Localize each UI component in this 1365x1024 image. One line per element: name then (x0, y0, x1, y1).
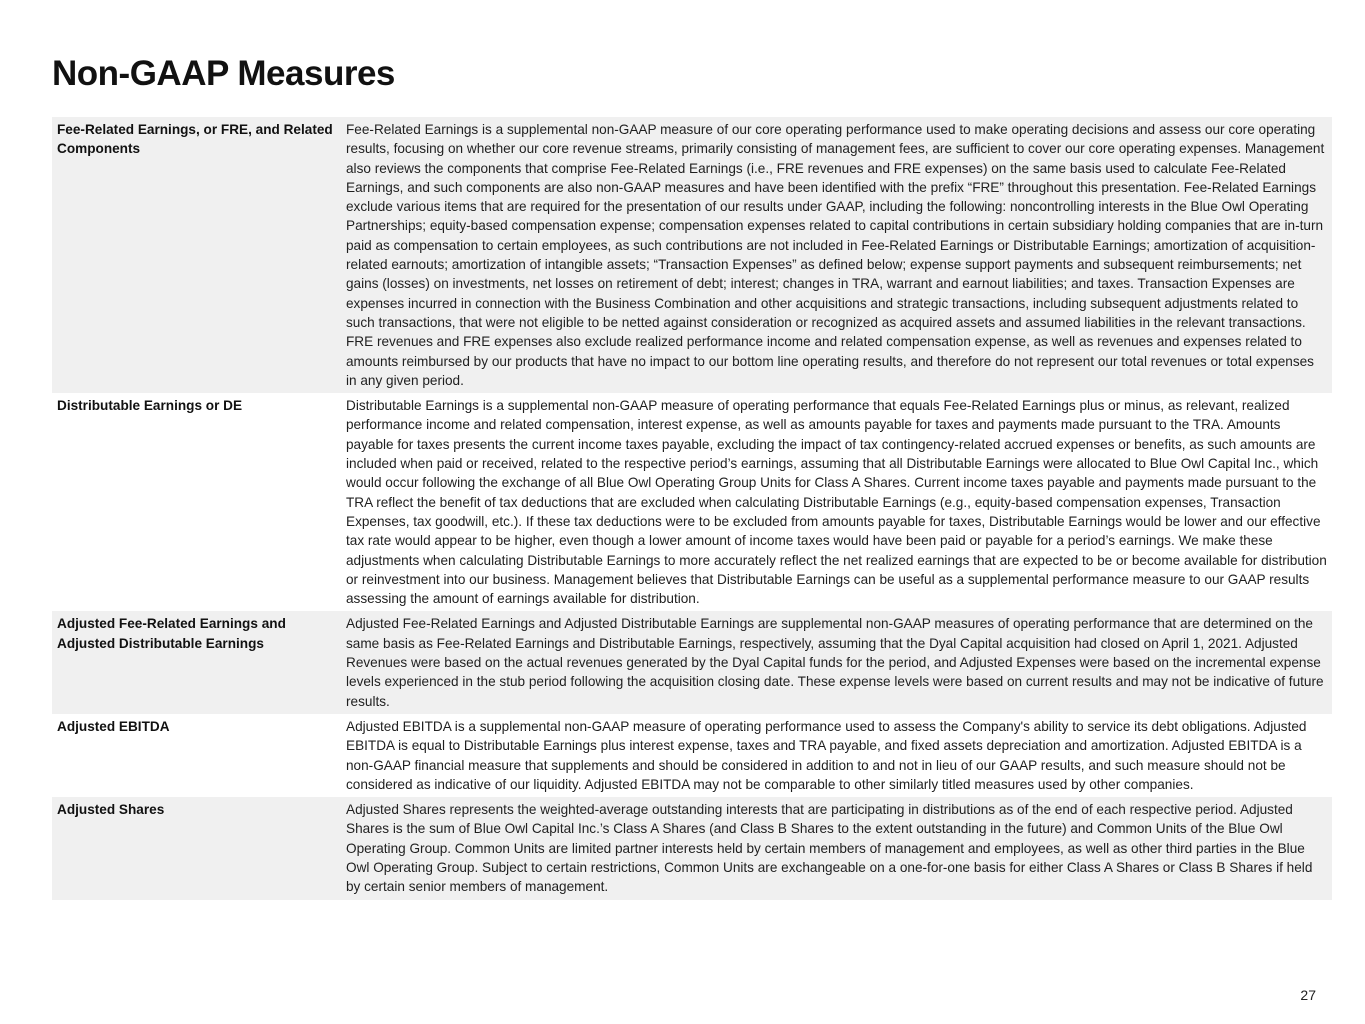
page-title: Non-GAAP Measures (52, 54, 395, 93)
table-row (52, 611, 1332, 713)
table-row (52, 797, 1332, 899)
table-row (52, 117, 1332, 393)
page-number: 27 (1300, 987, 1316, 1003)
measure-term: Adjusted Shares (52, 797, 340, 899)
measure-term: Distributable Earnings or DE (57, 398, 243, 414)
measure-definition: Adjusted Fee-Related Earnings and Adjusted Distributable Earnings are supplemental non-GAAP measures of operating performance that are determined on the same basis as Fee-Related Earnings and Distributable Earnings, respectively, assuming that the Dyal Capital acquisition had closed on April 1, 2021. Adjusted Revenues were based on the actual revenues generated by the Dyal Capital funds for the period, and Adjusted Expenses were based on the incremental expense levels experienced in the stub period following the acquisition closing date. These expense levels were based on current results and may not be indicative of future results. (340, 611, 1332, 713)
measure-term: Adjusted Fee-Related Earnings and Adjusted Distributable Earnings (52, 611, 340, 713)
table-row (52, 393, 1332, 611)
measure-term: Fee-Related Earnings, or FRE, and Related Components (52, 117, 340, 393)
table-row (52, 714, 1332, 797)
measure-definition: Fee-Related Earnings is a supplemental non-GAAP measure of our core operating performance used to make operating decisions and assess our core operating results, focusing on whether our core revenue streams, primarily consisting of management fees, are sufficient to cover our core operating expenses. Management also reviews the components that comprise Fee-Related Earnings (i.e., FRE revenues and FRE expenses) on the same basis used to calculate Fee-Related Earnings, and such components are also non-GAAP measures and have been identified with the prefix “FRE” throughout this presentation. Fee-Related Earnings exclude various items that are required for the presentation of our results under GAAP, including the following: noncontrolling interests in the Blue Owl Operating Partnerships; equity-based compensation expense; compensation expenses related to capital contributions in certain subsidiary holding companies that are in-turn paid as compensation to certain employees, as such contributions are not included in Fee-Related Earnings or Distributable Earnings; amortization of acquisition-related earnouts; amortization of intangible assets; “Transaction Expenses” as defined below; expense support payments and subsequent reimbursements; net gains (losses) on investments, net losses on retirement of debt; interest; changes in TRA, warrant and earnout liabilities; and taxes. Transaction Expenses are expenses incurred in connection with the Business Combination and other acquisitions and strategic transactions, including subsequent adjustments related to such transactions, that were not eligible to be netted against consideration or recognized as acquired assets and assumed liabilities in the relevant transactions. FRE revenues and FRE expenses also exclude realized performance income and related compensation expense, as well as revenues and expenses related to amounts reimbursed by our products that have no impact to our bottom line operating results, and therefore do not represent our total revenues or total expenses in any given period. (340, 117, 1332, 393)
measure-term: Adjusted EBITDA (57, 718, 170, 734)
measure-definition: Adjusted EBITDA is a supplemental non-GAAP measure of operating performance used to assess the Company's ability to service its debt obligations. Adjusted EBITDA is equal to Distributable Earnings plus interest expense, taxes and TRA payable, and fixed assets depreciation and amortization. Adjusted EBITDA is a non-GAAP financial measure that supplements and should be considered in addition to and not in lieu of our GAAP results, and such measure should not be considered as indicative of our liquidity. Adjusted EBITDA may not be comparable to other similarly titled measures used by other companies. (346, 718, 1307, 792)
measure-definition: Adjusted Shares represents the weighted-average outstanding interests that are participating in distributions as of the end of each respective period. Adjusted Shares is the sum of Blue Owl Capital Inc.’s Class A Shares (and Class B Shares to the extent outstanding in the future) and Common Units of the Blue Owl Operating Group. Common Units are limited partner interests held by certain members of management and employees, as well as other third parties in the Blue Owl Operating Group. Subject to certain restrictions, Common Units are exchangeable on a one-for-one basis for either Class A Shares or Class B Shares if held by certain senior members of management. (340, 797, 1332, 899)
non-gaap-measures-table (52, 117, 1332, 900)
measure-definition: Distributable Earnings is a supplemental non-GAAP measure of operating performance that equals Fee-Related Earnings plus or minus, as relevant, realized performance income and related compensation, interest expense, as well as amounts payable for taxes and payments made pursuant to the TRA. Amounts payable for taxes presents the current income taxes payable, excluding the impact of tax contingency-related accrued expenses or benefits, as such amounts are included when paid or received, related to the respective period’s earnings, assuming that all Distributable Earnings were allocated to Blue Owl Capital Inc., which would occur following the exchange of all Blue Owl Operating Group Units for Class A Shares. Current income taxes payable and payments made pursuant to the TRA reflect the benefit of tax deductions that are excluded when calculating Distributable Earnings (e.g., equity-based compensation expenses, Transaction Expenses, tax goodwill, etc.). If these tax deductions were to be excluded from amounts payable for taxes, Distributable Earnings would be lower and our effective tax rate would appear to be higher, even though a lower amount of income taxes would have been paid or payable for a period’s earnings. We make these adjustments when calculating Distributable Earnings to more accurately reflect the net realized earnings that are expected to be or become available for distribution or reinvestment into our business. Management believes that Distributable Earnings can be useful as a supplemental performance measure to our GAAP results assessing the amount of earnings available for distribution. (346, 398, 1327, 607)
